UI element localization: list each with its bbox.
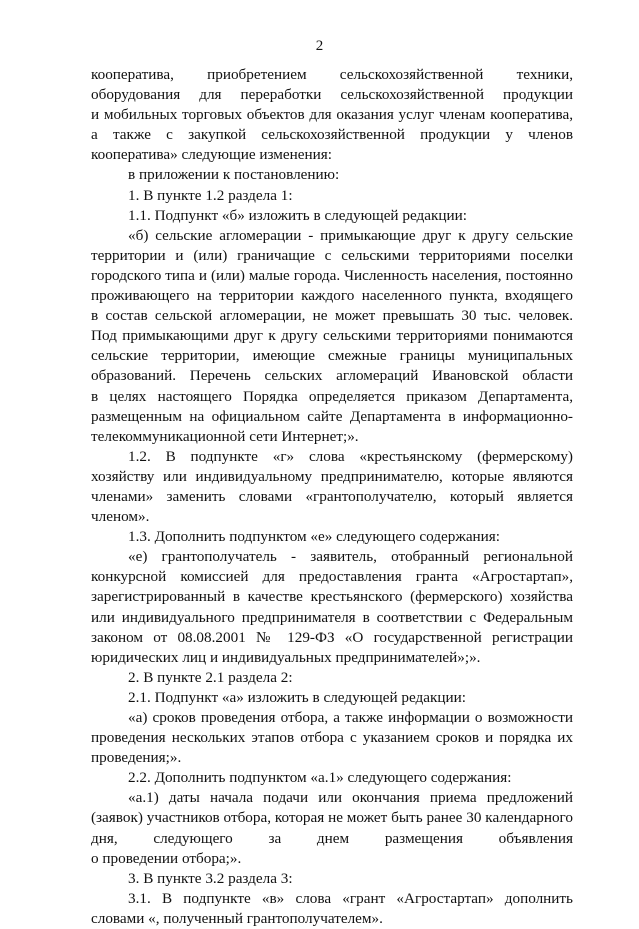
text-line: (заявок) участников отбора, которая не может быть ранее 30 календарного	[91, 809, 573, 827]
text-line: 1.3. Дополнить подпунктом «е» следующего содержания:	[128, 528, 501, 546]
text-line: членом».	[91, 508, 150, 526]
text-line: городского типа и (или) малые города. Численность населения, постоянно	[91, 266, 573, 284]
text-line: кооператива» следующие изменения:	[91, 146, 332, 164]
text-line: в приложении к постановлению:	[128, 166, 340, 184]
text-line: 2. В пункте 2.1 раздела 2:	[128, 668, 293, 686]
text-line: проведения;».	[91, 749, 182, 767]
text-line: 2.1. Подпункт «а» изложить в следующей редакции:	[128, 688, 466, 706]
text-line: «а) сроков проведения отбора, а также информации о возможности	[128, 709, 573, 726]
text-line: конкурсной комиссией для предоставления гранта «Агростартап»,	[91, 568, 573, 586]
text-line: юридических лиц и индивидуальных предпринимателей»;».	[91, 648, 481, 666]
text-line: 1. В пункте 1.2 раздела 1:	[128, 186, 293, 204]
text-line: 3.1. В подпункте «в» слова «грант «Агростартап» дополнить	[128, 889, 573, 907]
text-line: законом от 08.08.2001 № 129-ФЗ «О государственной регистрации	[91, 628, 573, 646]
text-line: 3. В пункте 3.2 раздела 3:	[128, 869, 293, 887]
text-line: словами «, полученный грантополучателем».	[91, 909, 383, 927]
text-line: 1.1. Подпункт «б» изложить в следующей редакции:	[128, 206, 467, 224]
text-line: 2.2. Дополнить подпунктом «а.1» следующего содержания:	[128, 769, 512, 787]
text-line: и мобильных торговых объектов для оказания услуг членам кооператива,	[91, 106, 573, 124]
page-number: 2	[315, 38, 324, 54]
text-line: «а.1) даты начала подачи или окончания приема предложений	[128, 789, 573, 807]
text-line: зарегистрированный в качестве крестьянского (фермерского) хозяйства	[91, 588, 573, 606]
document-body	[91, 65, 573, 929]
text-line: или индивидуального предпринимателя в соответствии с Федеральным	[91, 608, 573, 626]
text-line: проведения нескольких этапов отбора с указанием сроков и порядка их	[91, 729, 573, 747]
text-line: о проведении отбора;».	[91, 849, 242, 867]
text-line: «б) сельские агломерации - примыкающие друг к другу сельские	[128, 226, 573, 244]
text-line: членами» заменить словами «грантополучателю, который является	[91, 487, 573, 505]
text-line: кооператива, приобретением сельскохозяйственной техники,	[91, 66, 573, 83]
text-line: «е) грантополучатель - заявитель, отобранный региональной	[128, 548, 573, 566]
text-line: проживающего на территории каждого населенного пункта, входящего	[91, 287, 573, 305]
text-line: территории и (или) граничащие с сельскими территориями поселки	[91, 246, 573, 264]
text-line: сельские территории, имеющие смежные границы муниципальных	[91, 347, 573, 365]
text-line: телекоммуникационной сети Интернет;».	[91, 427, 359, 445]
text-line: Под примыкающими друг к другу сельскими территориями понимаются	[91, 327, 573, 345]
text-line: размещенным на официальном сайте Департамента в информационно-	[91, 407, 573, 425]
text-line: в состав сельской агломерации, не может превышать 30 тыс. человек.	[91, 307, 573, 325]
text-line: образований. Перечень сельских агломераций Ивановской области	[91, 367, 573, 385]
text-line: в целях настоящего Порядка определяется приказом Департамента,	[91, 387, 573, 405]
text-line: а также с закупкой сельскохозяйственной продукции у членов	[91, 126, 573, 144]
text-line: 1.2. В подпункте «г» слова «крестьянскому (фермерскому)	[128, 447, 573, 465]
text-line: оборудования для переработки сельскохозяйственной продукции	[91, 86, 573, 104]
text-line: хозяйству или индивидуальному предпринимателю, которые являются	[91, 467, 573, 485]
text-line: дня, следующего за днем размещения объявления	[91, 829, 573, 847]
